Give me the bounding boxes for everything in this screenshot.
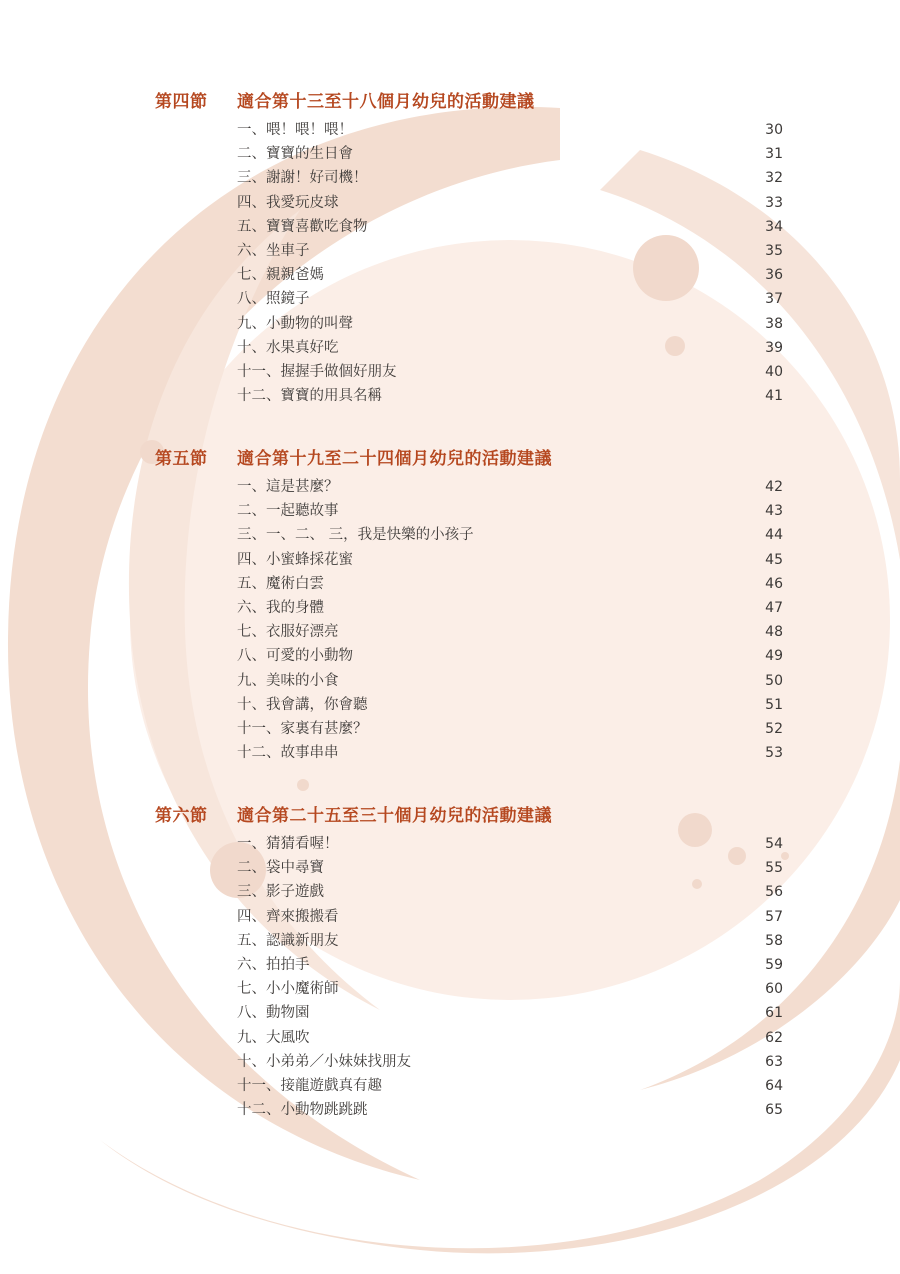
entry-page-number: 42: [765, 479, 783, 495]
entry-page-number: 51: [765, 696, 783, 713]
toc-entry[interactable]: [0, 287, 900, 311]
toc-entry[interactable]: [0, 118, 900, 142]
entry-page-number: 40: [765, 363, 783, 380]
toc-entry[interactable]: [0, 693, 900, 717]
entry-title: 十、水果真好吃: [237, 339, 339, 356]
section-title: 適合第十九至二十四個月幼兒的活動建議: [237, 449, 552, 469]
toc-entry[interactable]: [0, 717, 900, 741]
entry-page-number: 47: [765, 599, 783, 616]
entry-title: 五、認識新朋友: [237, 932, 339, 949]
entry-page-number: 53: [765, 745, 783, 762]
entry-title: 八、可愛的小動物: [237, 648, 353, 665]
toc-entry[interactable]: [0, 880, 900, 904]
entry-page-number: 50: [765, 672, 783, 689]
entry-page-number: 49: [765, 648, 783, 665]
entry-page-number: 57: [765, 908, 783, 925]
toc-entry[interactable]: [0, 620, 900, 644]
entry-page-number: 52: [765, 720, 783, 737]
entry-page-number: 34: [765, 218, 783, 235]
entry-title: 一、猜猜看喔！: [237, 836, 339, 852]
toc-entry[interactable]: [0, 1050, 900, 1074]
entry-title: 五、寶寶喜歡吃食物: [237, 218, 368, 235]
entry-title: 一、這是甚麼？: [237, 479, 339, 495]
entry-title: 三、影子遊戲: [237, 884, 324, 901]
entry-title: 六、我的身體: [237, 599, 324, 616]
toc-entry[interactable]: [0, 191, 900, 215]
entry-title: 十一、握握手做個好朋友: [237, 363, 397, 380]
toc-entry[interactable]: [0, 548, 900, 572]
entry-page-number: 56: [765, 884, 783, 901]
toc-entry[interactable]: [0, 1098, 900, 1122]
entry-title: 八、動物園: [237, 1005, 310, 1022]
toc-entry[interactable]: [0, 499, 900, 523]
entry-page-number: 54: [765, 836, 783, 852]
entry-page-number: 39: [765, 339, 783, 356]
toc-section: [0, 802, 900, 1122]
entry-page-number: 60: [765, 981, 783, 998]
entry-page-number: 35: [765, 242, 783, 259]
section-label: 第四節: [155, 92, 208, 112]
toc-entry[interactable]: [0, 263, 900, 287]
entry-list: [0, 118, 900, 408]
entry-list: [0, 832, 900, 1122]
entry-title: 十一、家裏有甚麼？: [237, 720, 368, 737]
section-header: [0, 802, 900, 830]
entry-page-number: 38: [765, 315, 783, 332]
toc-entry[interactable]: [0, 856, 900, 880]
entry-title: 六、坐車子: [237, 242, 310, 259]
entry-page-number: 59: [765, 956, 783, 973]
toc-entry[interactable]: [0, 384, 900, 408]
entry-title: 二、寶寶的生日會: [237, 146, 353, 163]
toc-entry[interactable]: [0, 1001, 900, 1025]
toc-entry[interactable]: [0, 239, 900, 263]
toc-entry[interactable]: [0, 166, 900, 190]
entry-title: 七、小小魔術師: [237, 981, 339, 998]
entry-title: 十、小弟弟／小妹妹找朋友: [237, 1053, 411, 1070]
entry-title: 二、一起聽故事: [237, 503, 339, 520]
toc-entry[interactable]: [0, 572, 900, 596]
entry-title: 九、大風吹: [237, 1029, 310, 1046]
toc-entry[interactable]: [0, 977, 900, 1001]
entry-title: 四、小蜜蜂採花蜜: [237, 551, 353, 568]
entry-page-number: 32: [765, 170, 783, 187]
entry-title: 五、魔術白雲: [237, 575, 324, 592]
entry-page-number: 37: [765, 291, 783, 308]
entry-page-number: 43: [765, 503, 783, 520]
entry-title: 九、小動物的叫聲: [237, 315, 353, 332]
toc-entry[interactable]: [0, 741, 900, 765]
entry-title: 三、一、二、 三，我是快樂的小孩子: [237, 527, 474, 544]
toc-entry[interactable]: [0, 905, 900, 929]
toc-entry[interactable]: [0, 953, 900, 977]
toc-section: [0, 88, 900, 408]
toc-section: [0, 445, 900, 765]
entry-title: 十二、故事串串: [237, 745, 339, 762]
entry-page-number: 48: [765, 624, 783, 641]
entry-title: 十二、小動物跳跳跳: [237, 1102, 368, 1119]
entry-title: 二、袋中尋寶: [237, 860, 324, 877]
toc-entry[interactable]: [0, 644, 900, 668]
entry-title: 一、喂！喂！喂！: [237, 122, 353, 138]
entry-page-number: 65: [765, 1102, 783, 1119]
toc-entry[interactable]: [0, 215, 900, 239]
toc-entry[interactable]: [0, 475, 900, 499]
toc-entry[interactable]: [0, 336, 900, 360]
entry-title: 四、我愛玩皮球: [237, 194, 339, 211]
entry-page-number: 62: [765, 1029, 783, 1046]
toc-entry[interactable]: [0, 523, 900, 547]
section-label: 第五節: [155, 449, 208, 469]
entry-title: 八、照鏡子: [237, 291, 310, 308]
entry-page-number: 55: [765, 860, 783, 877]
entry-page-number: 36: [765, 267, 783, 284]
entry-page-number: 61: [765, 1005, 783, 1022]
section-header: [0, 445, 900, 473]
toc-entry[interactable]: [0, 312, 900, 336]
entry-title: 六、拍拍手: [237, 956, 310, 973]
entry-page-number: 58: [765, 932, 783, 949]
entry-title: 十、我會講，你會聽: [237, 696, 368, 713]
entry-page-number: 63: [765, 1053, 783, 1070]
toc-entry[interactable]: [0, 929, 900, 953]
toc-entry[interactable]: [0, 1026, 900, 1050]
entry-list: [0, 475, 900, 765]
toc-entry[interactable]: [0, 360, 900, 384]
section-title: 適合第十三至十八個月幼兒的活動建議: [237, 92, 535, 112]
entry-page-number: 64: [765, 1077, 783, 1094]
entry-title: 十二、寶寶的用具名稱: [237, 388, 382, 405]
section-title: 適合第二十五至三十個月幼兒的活動建議: [237, 806, 552, 826]
toc-entry[interactable]: [0, 142, 900, 166]
entry-page-number: 33: [765, 194, 783, 211]
entry-page-number: 30: [765, 122, 783, 138]
entry-page-number: 46: [765, 575, 783, 592]
entry-page-number: 41: [765, 388, 783, 405]
entry-page-number: 44: [765, 527, 783, 544]
entry-title: 九、美味的小食: [237, 672, 339, 689]
entry-page-number: 31: [765, 146, 783, 163]
entry-page-number: 45: [765, 551, 783, 568]
toc-entry[interactable]: [0, 832, 900, 856]
entry-title: 七、親親爸媽: [237, 267, 324, 284]
entry-title: 七、衣服好漂亮: [237, 624, 339, 641]
toc-entry[interactable]: [0, 1074, 900, 1098]
toc-entry[interactable]: [0, 669, 900, 693]
entry-title: 十一、接龍遊戲真有趣: [237, 1077, 382, 1094]
section-label: 第六節: [155, 806, 208, 826]
toc-entry[interactable]: [0, 596, 900, 620]
entry-title: 四、齊來搬搬看: [237, 908, 339, 925]
section-header: [0, 88, 900, 116]
entry-title: 三、謝謝！好司機！: [237, 170, 368, 187]
